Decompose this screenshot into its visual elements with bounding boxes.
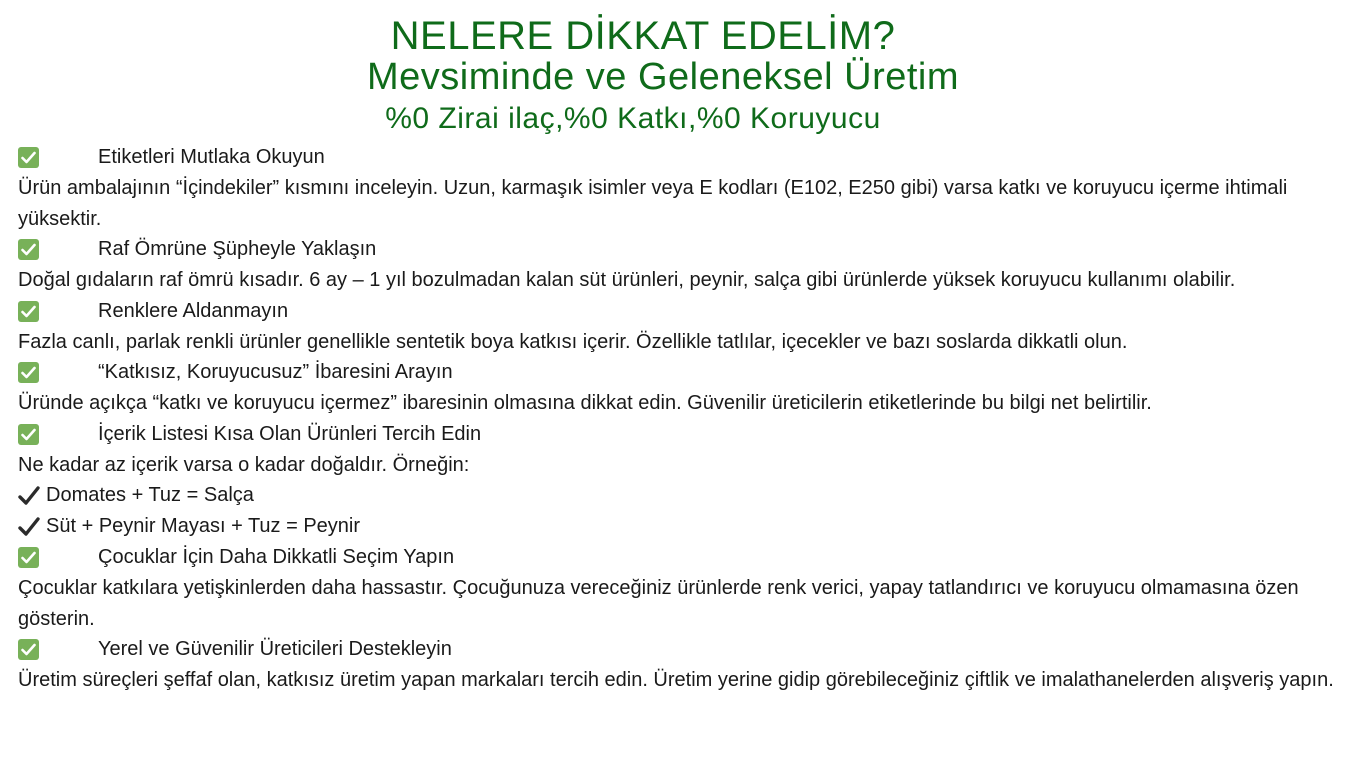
tip-item	[18, 357, 1358, 419]
page-title: NELERE DİKKAT EDELİM?	[390, 14, 896, 58]
example-text: Domates + Tuz = Salça	[46, 484, 254, 506]
tip-heading: Çocuklar İçin Daha Dikkatli Seçim Yapın	[98, 546, 455, 568]
check-mark-icon	[18, 639, 39, 660]
tip-heading: Etiketleri Mutlaka Okuyun	[98, 146, 325, 168]
check-mark-icon	[18, 547, 39, 568]
tip-item	[18, 142, 1358, 234]
tip-body: Çocuklar katkılara yetişkinlerden daha hassastır. Çocuğunuza vereceğiniz ürünlerde renk verici, yapay tatlandırıcı ve koruyucu olmamasına özen gösterin.	[18, 577, 1299, 630]
tip-item	[18, 234, 1358, 296]
tip-item	[18, 296, 1358, 358]
check-mark-icon	[18, 239, 39, 260]
tip-item	[18, 419, 1358, 543]
page-tagline: %0 Zirai ilaç,%0 Katkı,%0 Koruyucu	[385, 102, 881, 135]
tip-body: Fazla canlı, parlak renkli ürünler genellikle sentetik boya katkısı içerir. Özellikle tatlılar, içecekler ve bazı soslarda dikkatli olun.	[18, 330, 1128, 353]
example-item	[18, 480, 1358, 511]
tip-heading: Raf Ömrüne Şüpheyle Yaklaşın	[98, 238, 377, 260]
tip-body: Doğal gıdaların raf ömrü kısadır. 6 ay – 1 yıl bozulmadan kalan süt ürünleri, peynir, salça gibi ürünlerde yüksek koruyucu kullanımı olabilir.	[18, 269, 1236, 291]
tips-list	[18, 142, 1358, 696]
tip-body: Ürün ambalajının “İçindekiler” kısmını inceleyin. Uzun, karmaşık isimler veya E kodları (E102, E250 gibi) varsa katkı ve koruyucu içerme ihtimali yüksektir.	[18, 177, 1288, 230]
check-mark-icon	[18, 147, 39, 168]
page-subtitle: Mevsiminde ve Geleneksel Üretim	[366, 56, 960, 98]
heavy-check-icon	[18, 516, 40, 538]
tip-item	[18, 542, 1358, 634]
example-item	[18, 511, 1358, 542]
tip-heading: Yerel ve Güvenilir Üreticileri Destekleyin	[98, 638, 452, 660]
check-mark-icon	[18, 424, 39, 445]
heavy-check-icon	[18, 485, 40, 507]
tip-body: Üretim süreçleri şeffaf olan, katkısız üretim yapan markaları tercih edin. Üretim yerine gidip görebileceğiniz çiftlik ve imalathanelerden alışveriş yapın.	[18, 669, 1334, 691]
example-text: Süt + Peynir Mayası + Tuz = Peynir	[46, 515, 361, 537]
check-mark-icon	[18, 362, 39, 383]
tip-item	[18, 634, 1358, 696]
tip-heading: “Katkısız, Koruyucusuz” İbaresini Arayın	[98, 361, 453, 383]
tip-heading: Renklere Aldanmayın	[98, 299, 289, 322]
tip-body: Ne kadar az içerik varsa o kadar doğaldır. Örneğin:	[18, 453, 470, 476]
tip-heading: İçerik Listesi Kısa Olan Ürünleri Tercih Edin	[98, 422, 482, 445]
tip-body: Üründe açıkça “katkı ve koruyucu içermez” ibaresinin olmasına dikkat edin. Güvenilir üreticilerin etiketlerinde bu bilgi net belirtilir.	[18, 392, 1152, 414]
check-mark-icon	[18, 301, 39, 322]
